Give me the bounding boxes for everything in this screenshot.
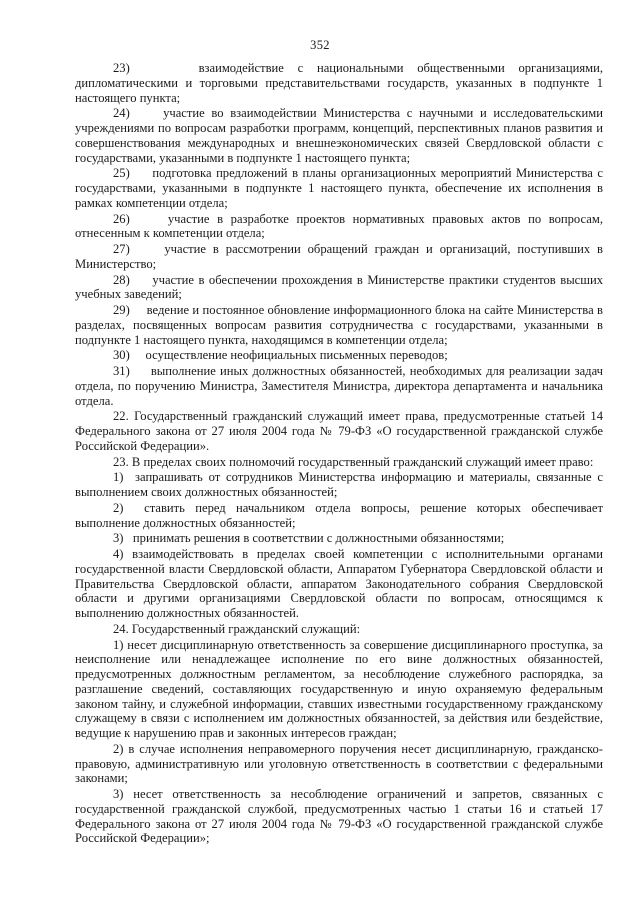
page-number: 352 <box>310 38 330 52</box>
clause-23: 23. В пределах своих полномочий государственный гражданский служащий имеет право: <box>113 454 594 469</box>
duty-item-24: 24) участие во взаимодействии Министерства с научными и исследовательскими учреждениями по вопросам разработки программ, концепций, перспективных планов развития и совершенствования международных и внешнеэкономических связей Свердловской области с государствами, указанными в подпункте 1 настоящего пункта; <box>75 106 603 165</box>
right-item-2: 2) ставить перед начальником отдела вопросы, решение которых обеспечивает выполнение должностных обязанностей; <box>75 500 603 530</box>
right-item-4: 4) взаимодействовать в пределах своей компетенции с исполнительными органами государственной власти Свердловской области, Аппаратом Губернатора Свердловской области и Правительства Свердловской области, аппаратом Законодательного собрания Свердловской области и другими организациями Свердловской области по вопросам, относящимся к выполнению должностных обязанностей. <box>75 547 603 620</box>
duty-item-29: 29) ведение и постоянное обновление информационного блока на сайте Министерства в разделах, посвященных вопросам развития сотрудничества с государствами, указанными в подпункте 1 настоящего пункта, находящимся в компетенции отдела; <box>75 303 603 347</box>
document-body <box>75 61 603 846</box>
duty-item-30: 30) осуществление неофициальных письменных переводов; <box>113 348 448 363</box>
duty-item-27: 27) участие в рассмотрении обращений граждан и организаций, поступивших в Министерство; <box>75 242 603 271</box>
clause-24: 24. Государственный гражданский служащий: <box>113 621 361 636</box>
responsibility-item-1: 1) несет дисциплинарную ответственность за совершение дисциплинарного проступка, за неисполнение или ненадлежащее исполнение по его вине должностных обязанностей, предусмотренных должностным регламентом, за несоблюдение служебного распорядка, за разглашение сведений, составляющих государственную и иную охраняемую федеральным законом тайну, и служебной информации, ставших известными государственному гражданскому служащему в связи с исполнением им должностных обязанностей, за действия или бездействие, ведущие к нарушению прав и законных интересов граждан; <box>75 637 603 740</box>
duty-item-25: 25) подготовка предложений в планы организационных мероприятий Министерства с государствами, указанными в подпункте 1 настоящего пункта, обеспечение их исполнения в рамках компетенции отдела; <box>75 166 603 210</box>
right-item-1: 1) запрашивать от сотрудников Министерства информацию и материалы, связанные с выполнением своих должностных обязанностей; <box>75 470 603 499</box>
responsibility-item-3: 3) несет ответственность за несоблюдение ограничений и запретов, связанных с государственной гражданской службой, предусмотренных частью 1 статьи 16 и статьей 17 Федерального закона от 27 июля 2004 года № 79-ФЗ «О государственной гражданской службе Российской Федерации»; <box>75 787 603 846</box>
right-item-3: 3) принимать решения в соответствии с должностными обязанностями; <box>113 531 505 546</box>
duty-item-31: 31) выполнение иных должностных обязанностей, необходимых для реализации задач отдела, по поручению Министра, Заместителя Министра, директора департамента и начальника отдела. <box>75 364 603 408</box>
clause-22: 22. Государственный гражданский служащий имеет права, предусмотренные статьей 14 Федерального закона от 27 июля 2004 года № 79-ФЗ «О государственной гражданской службе Российской Федерации». <box>75 409 603 453</box>
responsibility-item-2: 2) в случае исполнения неправомерного поручения несет дисциплинарную, гражданско-правовую, административную или уголовную ответственность в соответствии с федеральными законами; <box>75 741 603 786</box>
duty-item-23: 23) взаимодействие с национальными общественными организациями, дипломатическими и торговыми представительствами государств, указанных в подпункте 1 настоящего пункта; <box>75 61 603 105</box>
duty-item-26: 26) участие в разработке проектов нормативных правовых актов по вопросам, отнесенным к компетенции отдела; <box>75 211 603 241</box>
duty-item-28: 28) участие в обеспечении прохождения в Министерстве практики студентов высших учебных заведений; <box>75 272 603 302</box>
